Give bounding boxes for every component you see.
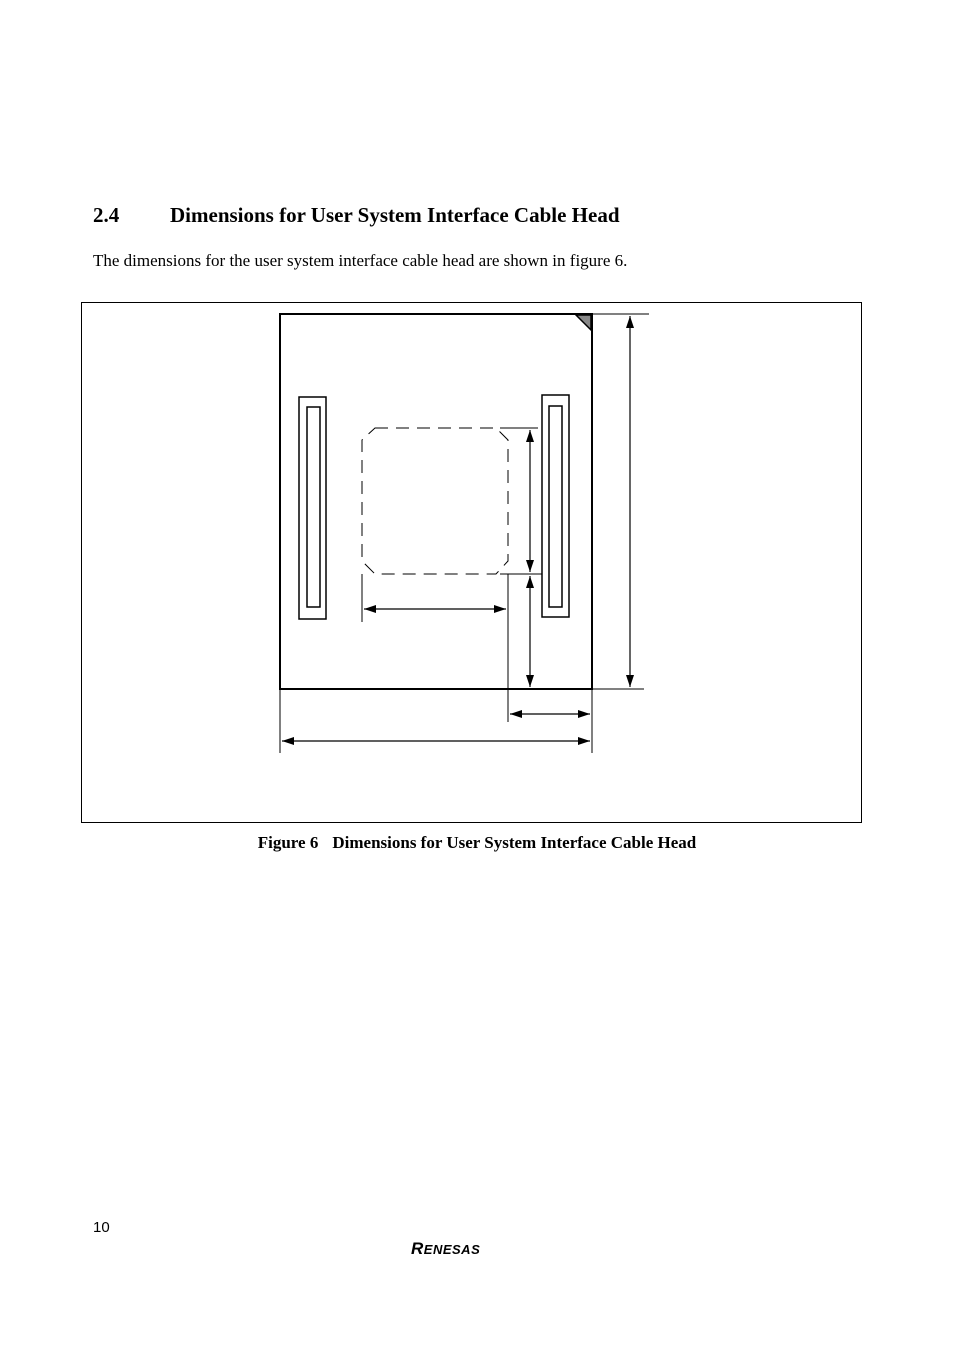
- svg-text:RENESAS: RENESAS: [411, 1239, 481, 1258]
- pin1-corner-marker: [576, 315, 591, 330]
- section-title: Dimensions for User System Interface Cable Head: [170, 203, 620, 227]
- intro-paragraph: The dimensions for the user system interface cable head are shown in figure 6.: [93, 251, 628, 270]
- left-connector-inner: [307, 407, 320, 607]
- board-outline: [280, 314, 592, 689]
- figure-caption-label: Figure 6: [257, 833, 319, 852]
- renesas-logo: [411, 1238, 533, 1258]
- right-connector-inner: [549, 406, 562, 607]
- figure-caption: [0, 833, 954, 853]
- device-footprint-dashed: [362, 428, 508, 574]
- section-number: 2.4: [93, 203, 120, 227]
- left-connector-outer: [299, 397, 326, 619]
- right-connector-outer: [542, 395, 569, 617]
- figure-caption-title: Dimensions for User System Interface Cable Head: [332, 833, 697, 852]
- page-number: 10: [93, 1219, 110, 1236]
